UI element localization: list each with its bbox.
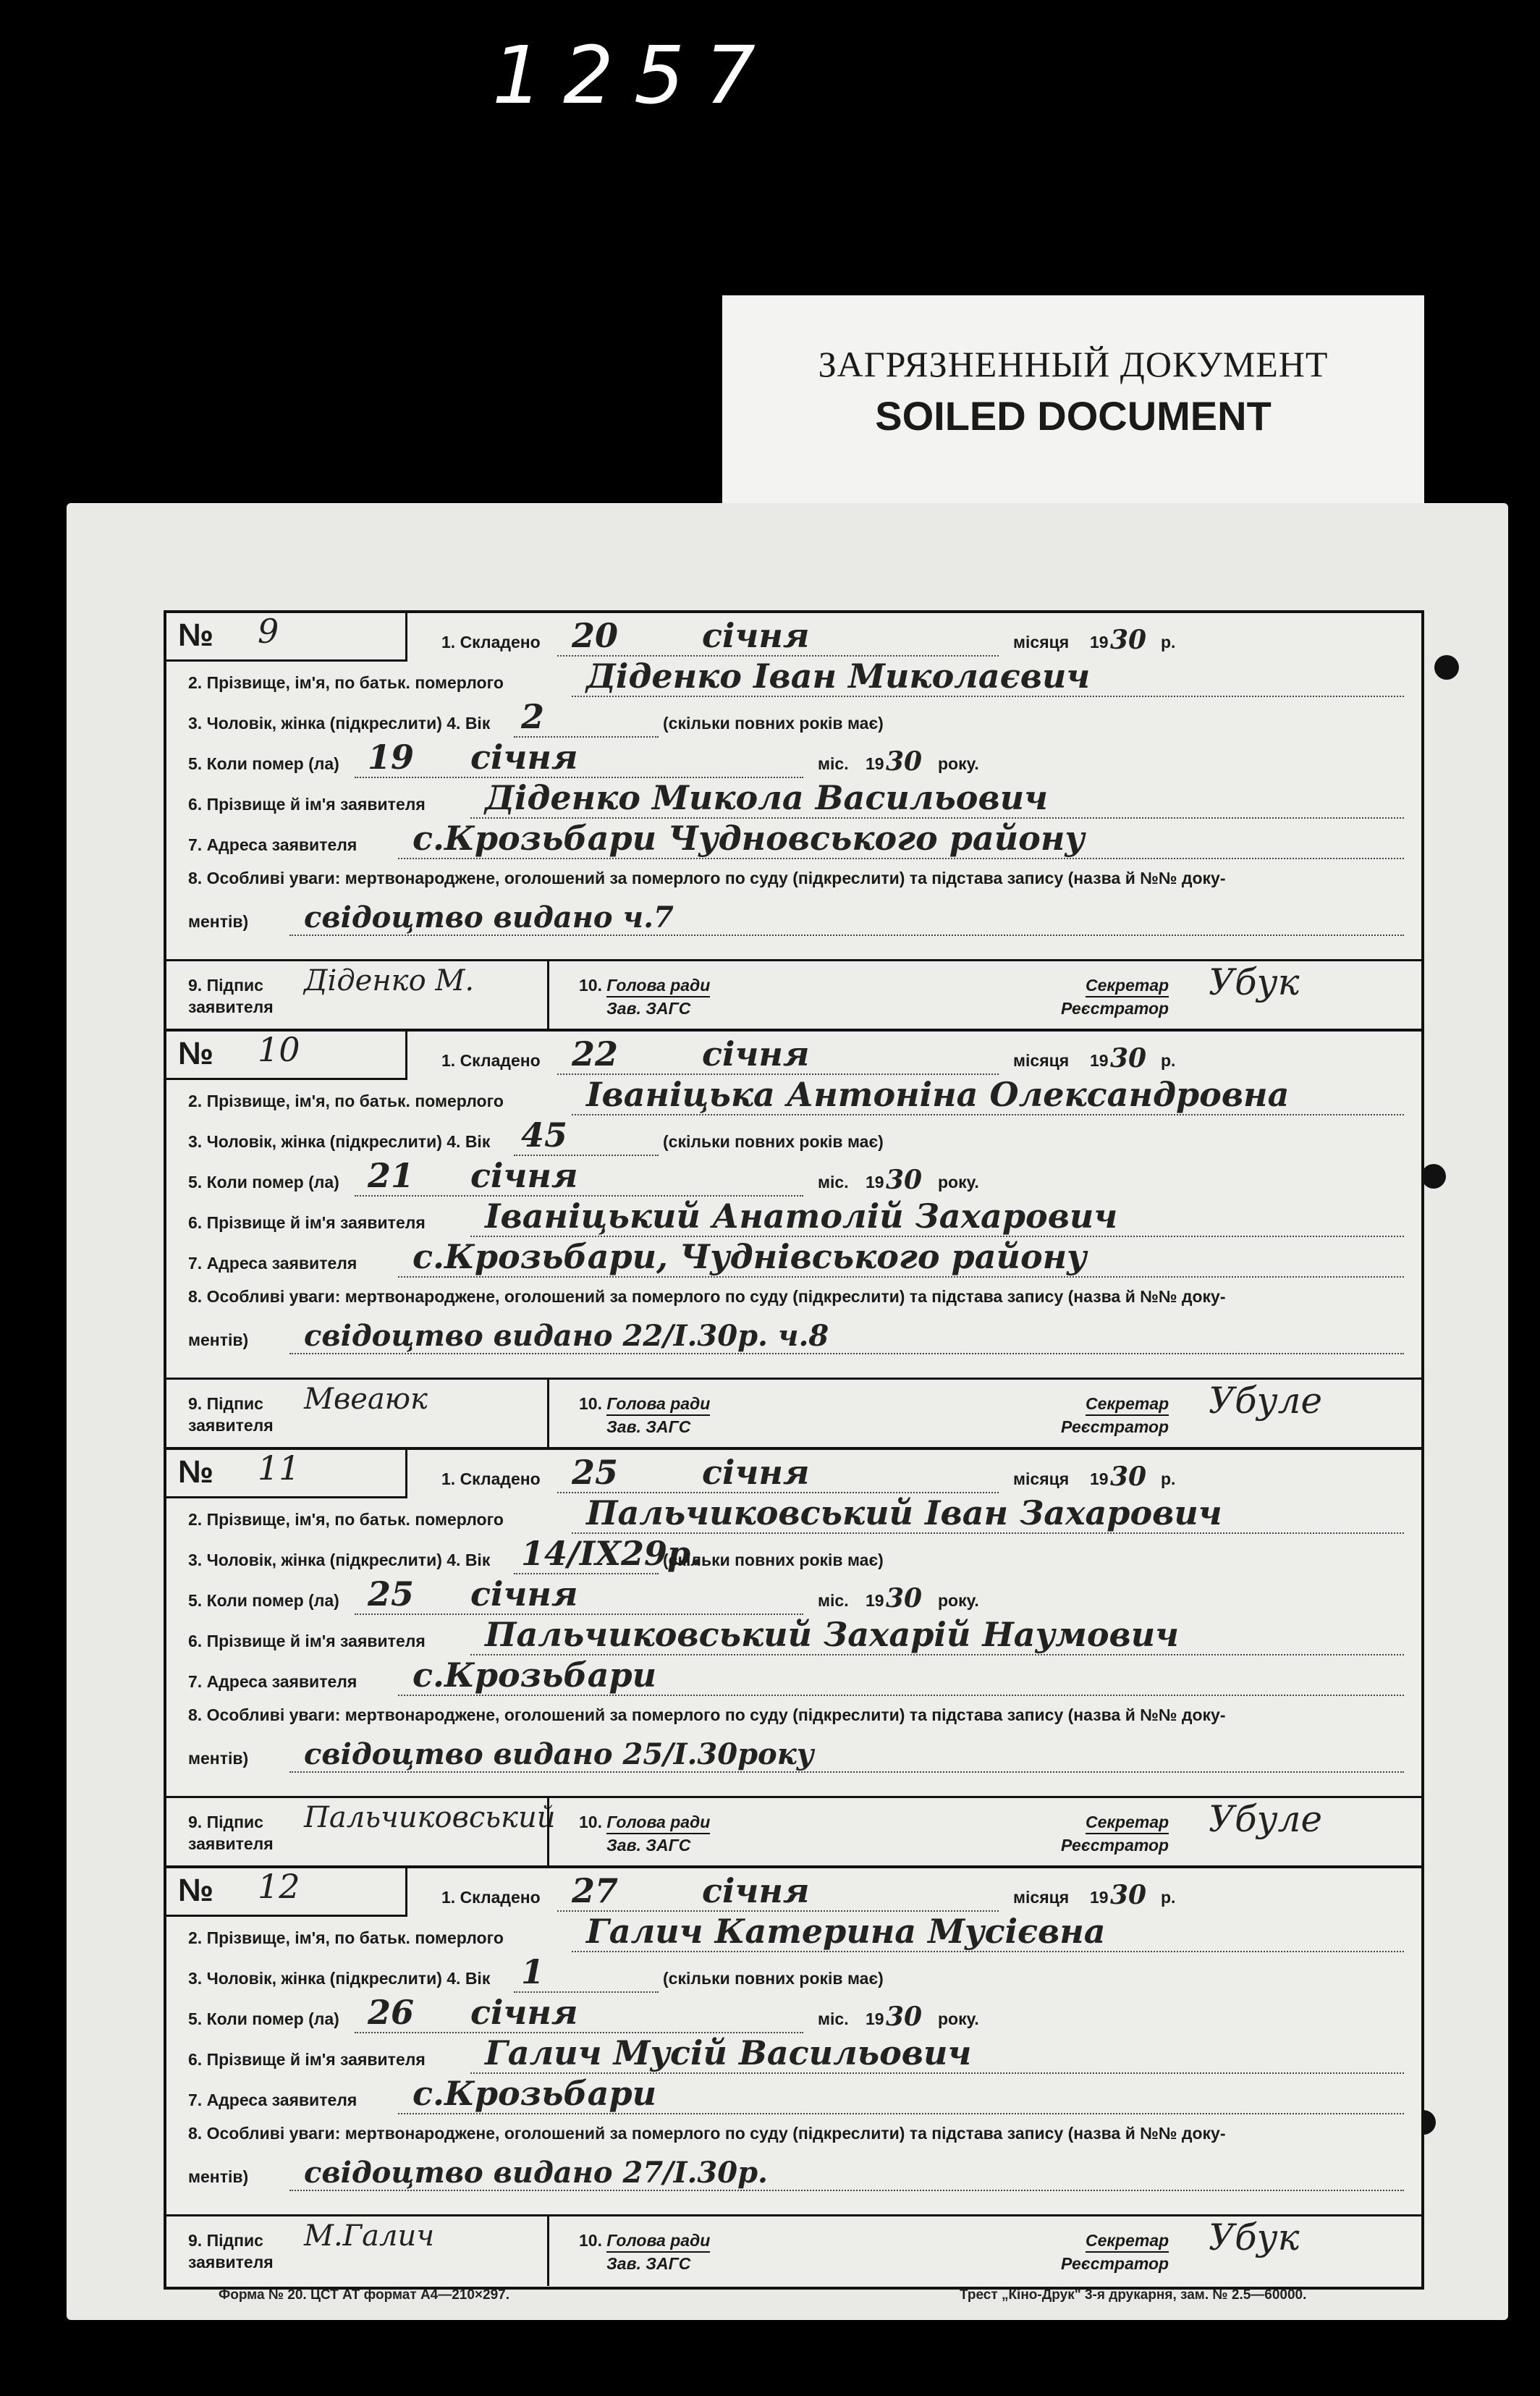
label-applicant-short: заявителя — [188, 1416, 274, 1435]
death-record — [166, 1450, 1421, 1868]
row-death-date — [166, 1156, 1421, 1197]
label-compiled: 1. Складено — [441, 633, 541, 651]
row-death-date — [166, 1574, 1421, 1615]
signature-row — [166, 1796, 1421, 1868]
label-deceased-name: 2. Прізвище, ім'я, по батьк. померлого — [188, 1928, 504, 1947]
row-notes-label — [166, 2114, 1421, 2148]
label-notes-cont: ментів) — [188, 1749, 249, 1768]
underline — [289, 1771, 1404, 1773]
label-month: місяця — [1013, 1888, 1070, 1907]
secretary-signature: Убуле — [1209, 1380, 1323, 1422]
row-deceased-name — [166, 1075, 1421, 1115]
form-footer-left: Форма № 20. ЦСТ АТ формат А4—210×297. — [219, 2287, 510, 2303]
death-year: 30 — [886, 746, 923, 777]
age-value: 14/ІХ29р. — [521, 1534, 703, 1573]
row-compiled — [166, 1450, 1421, 1493]
compiled-day: 25 — [572, 1453, 619, 1492]
age-value: 45 — [521, 1115, 568, 1155]
row-death-date — [166, 738, 1421, 778]
label-age-suffix: (скільки повних років має) — [663, 1132, 884, 1151]
label-signature: 9. Підпис — [188, 1813, 263, 1831]
death-month: січня — [470, 1156, 578, 1195]
death-record — [166, 1868, 1421, 2284]
label-head: Голова ради — [606, 1393, 710, 1416]
secretary-signature: Убуле — [1209, 1798, 1323, 1840]
applicant-signature-label — [188, 2230, 274, 2273]
label-signature: 9. Підпис — [188, 2231, 263, 2250]
row-compiled — [166, 613, 1421, 657]
death-record — [166, 613, 1421, 1032]
death-register-form — [164, 610, 1424, 2290]
label-zags: Зав. ЗАГС — [606, 1417, 691, 1436]
compiled-year: 30 — [1110, 625, 1147, 655]
label-age-suffix: (скільки повних років має) — [663, 1969, 884, 1988]
compiled-year: 30 — [1110, 1043, 1147, 1073]
label-applicant-short: заявителя — [188, 2253, 274, 2271]
death-year-prefix: 19 — [866, 1591, 884, 1610]
label-10: 10. — [579, 1813, 602, 1831]
applicant-signature-label — [188, 974, 274, 1018]
label-year-suffix: р. — [1161, 1051, 1176, 1070]
label-notes: 8. Особливі уваги: мертвонароджене, оголошений за померлого по суду (підкреслити) та підстава запису (назва й №№ доку- — [188, 1705, 1226, 1724]
label-death-date: 5. Коли помер (ла) — [188, 1591, 339, 1610]
label-notes-cont: ментів) — [188, 912, 249, 931]
secretary-block — [1061, 1393, 1169, 1438]
label-applicant: 6. Прізвище й ім'я заявителя — [188, 1213, 426, 1232]
label-age-suffix: (скільки повних років має) — [663, 1551, 884, 1569]
number-sign: № — [178, 1036, 214, 1071]
secretary-block — [1061, 1811, 1169, 1856]
label-mis: міс. — [818, 754, 849, 773]
applicant-signature-label — [188, 1811, 274, 1855]
row-compiled — [166, 1868, 1421, 1912]
label-applicant-short: заявителя — [188, 997, 274, 1016]
label-sex-age: 3. Чоловік, жінка (підкреслити) 4. Вік — [188, 1969, 491, 1988]
death-record — [166, 1032, 1421, 1450]
row-notes-label — [166, 859, 1421, 893]
row-applicant — [166, 2033, 1421, 2074]
notes-value: свідоцтво видано 25/І.30року — [304, 1737, 814, 1771]
applicant-name: Діденко Микола Васильович — [485, 778, 1049, 817]
head-block — [579, 1393, 710, 1438]
label-registrar: Реєстратор — [1061, 2254, 1169, 2273]
label-head: Голова ради — [606, 1811, 710, 1834]
label-10: 10. — [579, 1394, 602, 1413]
death-month: січня — [470, 738, 578, 777]
label-compiled: 1. Складено — [441, 1888, 541, 1907]
row-deceased-name — [166, 657, 1421, 697]
number-sign: № — [178, 1454, 214, 1490]
secretary-block — [1061, 2230, 1169, 2274]
row-notes — [166, 2148, 1421, 2191]
label-notes: 8. Особливі уваги: мертвонароджене, оголошений за померлого по суду (підкреслити) та підстава запису (назва й №№ доку- — [188, 869, 1226, 887]
label-registrar: Реєстратор — [1061, 1836, 1169, 1855]
label-secretary: Секретар — [1086, 2230, 1169, 2253]
label-head: Голова ради — [606, 974, 710, 997]
deceased-name: Іваніцька Антоніна Олександровна — [586, 1075, 1290, 1114]
label-roku: року. — [938, 1591, 979, 1610]
punch-hole-icon — [1434, 655, 1459, 680]
row-applicant — [166, 778, 1421, 819]
column-divider — [547, 2216, 549, 2286]
label-applicant: 6. Прізвище й ім'я заявителя — [188, 795, 426, 814]
secretary-signature: Убук — [1209, 961, 1300, 1003]
deceased-name: Галич Катерина Мусієвна — [586, 1912, 1106, 1951]
label-roku: року. — [938, 754, 979, 773]
applicant-signature: М.Галич — [304, 2219, 435, 2253]
deceased-name: Діденко Іван Миколаєвич — [586, 657, 1091, 696]
label-deceased-name: 2. Прізвище, ім'я, по батьк. померлого — [188, 673, 504, 692]
signature-row — [166, 959, 1421, 1031]
notes-value: свідоцтво видано ч.7 — [304, 900, 674, 935]
row-address — [166, 1655, 1421, 1696]
death-year-prefix: 19 — [866, 1173, 884, 1191]
punch-hole-icon — [1421, 1164, 1446, 1189]
age-value: 1 — [521, 1952, 545, 1991]
label-address: 7. Адреса заявителя — [188, 1672, 358, 1691]
soiled-document-label — [722, 295, 1424, 505]
applicant-signature: Діденко М. — [304, 964, 475, 997]
row-sex-age — [166, 1115, 1421, 1156]
label-secretary: Секретар — [1086, 1393, 1169, 1416]
death-month: січня — [470, 1574, 578, 1613]
applicant-address: с.Крозьбари, Чуднівського району — [412, 1237, 1087, 1276]
label-roku: року. — [938, 1173, 979, 1191]
row-death-date — [166, 1993, 1421, 2033]
label-signature: 9. Підпис — [188, 1394, 263, 1413]
applicant-address: с.Крозьбари — [412, 1655, 657, 1695]
column-divider — [547, 1380, 549, 1449]
compiled-month: січня — [702, 1871, 810, 1910]
label-year-suffix: р. — [1161, 1469, 1176, 1488]
compiled-year: 30 — [1110, 1880, 1147, 1910]
deceased-name: Пальчиковський Іван Захарович — [586, 1493, 1222, 1532]
label-notes: 8. Особливі уваги: мертвонароджене, оголошений за померлого по суду (підкреслити) та підстава запису (назва й №№ доку- — [188, 1287, 1226, 1306]
label-10: 10. — [579, 976, 602, 995]
underline — [289, 1353, 1404, 1354]
label-registrar: Реєстратор — [1061, 999, 1169, 1018]
row-sex-age — [166, 1952, 1421, 1993]
death-year-prefix: 19 — [866, 2009, 884, 2028]
applicant-address: с.Крозьбари Чудновського району — [412, 819, 1085, 858]
label-head: Голова ради — [606, 2230, 710, 2253]
label-applicant: 6. Прізвище й ім'я заявителя — [188, 1632, 426, 1650]
applicant-signature-label — [188, 1393, 274, 1436]
row-notes — [166, 893, 1421, 936]
row-notes-label — [166, 1696, 1421, 1729]
row-applicant — [166, 1615, 1421, 1655]
notes-value: свідоцтво видано 27/І.30р. — [304, 2156, 768, 2190]
label-compiled: 1. Складено — [441, 1469, 541, 1488]
secretary-signature: Убук — [1209, 2216, 1300, 2258]
row-deceased-name — [166, 1493, 1421, 1534]
compiled-month: січня — [702, 1034, 810, 1073]
label-year-suffix: р. — [1161, 1888, 1176, 1907]
label-english: SOILED DOCUMENT — [875, 393, 1272, 439]
age-value: 2 — [521, 697, 545, 736]
label-year-suffix: р. — [1161, 633, 1176, 651]
label-registrar: Реєстратор — [1061, 1417, 1169, 1436]
underline — [289, 2190, 1404, 2191]
year-prefix: 19 — [1090, 1051, 1109, 1070]
underline — [289, 935, 1404, 936]
death-day: 26 — [368, 1993, 415, 2032]
form-footer-right: Трест „Кіно-Друк" 3-я друкарня, зам. № 2.5—60000. — [960, 2287, 1307, 2303]
label-address: 7. Адреса заявителя — [188, 2091, 358, 2109]
label-mis: міс. — [818, 1173, 849, 1191]
signature-row — [166, 2214, 1421, 2286]
death-year-prefix: 19 — [866, 754, 884, 773]
label-month: місяця — [1013, 633, 1070, 651]
row-applicant — [166, 1197, 1421, 1237]
compiled-year: 30 — [1110, 1461, 1147, 1492]
applicant-name: Пальчиковський Захарій Наумович — [485, 1615, 1180, 1654]
row-compiled — [166, 1032, 1421, 1075]
death-year: 30 — [886, 1583, 923, 1613]
number-sign: № — [178, 617, 214, 653]
label-address: 7. Адреса заявителя — [188, 1254, 358, 1273]
label-applicant-short: заявителя — [188, 1834, 274, 1853]
notes-value: свідоцтво видано 22/І.30р. ч.8 — [304, 1319, 829, 1353]
label-zags: Зав. ЗАГС — [606, 999, 691, 1018]
row-sex-age — [166, 697, 1421, 738]
row-deceased-name — [166, 1912, 1421, 1952]
record-number: 12 — [258, 1867, 300, 1906]
death-year: 30 — [886, 2001, 923, 2032]
column-divider — [547, 1798, 549, 1868]
label-mis: міс. — [818, 2009, 849, 2028]
compiled-day: 27 — [572, 1871, 619, 1910]
compiled-month: січня — [702, 616, 810, 655]
row-notes — [166, 1311, 1421, 1354]
compiled-day: 20 — [572, 616, 619, 655]
label-secretary: Секретар — [1086, 1811, 1169, 1834]
row-address — [166, 2074, 1421, 2114]
label-notes: 8. Особливі уваги: мертвонароджене, оголошений за померлого по суду (підкреслити) та підстава запису (назва й №№ доку- — [188, 2124, 1226, 2143]
head-block — [579, 1811, 710, 1856]
label-deceased-name: 2. Прізвище, ім'я, по батьк. померлого — [188, 1092, 504, 1110]
label-secretary: Секретар — [1086, 974, 1169, 997]
year-prefix: 19 — [1090, 1469, 1109, 1488]
applicant-address: с.Крозьбари — [412, 2074, 657, 2113]
applicant-name: Галич Мусій Васильович — [485, 2033, 972, 2072]
head-block — [579, 2230, 710, 2274]
label-10: 10. — [579, 2231, 602, 2250]
label-address: 7. Адреса заявителя — [188, 835, 358, 854]
compiled-day: 22 — [572, 1034, 619, 1073]
label-zags: Зав. ЗАГС — [606, 2254, 691, 2273]
death-day: 19 — [368, 738, 415, 777]
label-death-date: 5. Коли помер (ла) — [188, 754, 339, 773]
label-month: місяця — [1013, 1469, 1070, 1488]
head-block — [579, 974, 710, 1019]
label-mis: міс. — [818, 1591, 849, 1610]
label-death-date: 5. Коли помер (ла) — [188, 1173, 339, 1191]
death-day: 25 — [368, 1574, 415, 1613]
label-applicant: 6. Прізвище й ім'я заявителя — [188, 2050, 426, 2069]
applicant-signature: Мвеаюк — [304, 1383, 428, 1416]
label-russian: ЗАГРЯЗНЕННЫЙ ДОКУМЕНТ — [818, 344, 1329, 384]
label-month: місяця — [1013, 1051, 1070, 1070]
label-notes-cont: ментів) — [188, 1330, 249, 1349]
label-sex-age: 3. Чоловік, жінка (підкреслити) 4. Вік — [188, 1551, 491, 1569]
row-sex-age — [166, 1534, 1421, 1574]
year-prefix: 19 — [1090, 633, 1109, 651]
label-sex-age: 3. Чоловік, жінка (підкреслити) 4. Вік — [188, 714, 491, 733]
record-number: 10 — [258, 1030, 300, 1069]
record-number: 9 — [258, 612, 279, 651]
label-deceased-name: 2. Прізвище, ім'я, по батьк. померлого — [188, 1510, 504, 1529]
year-prefix: 19 — [1090, 1888, 1109, 1907]
compiled-month: січня — [702, 1453, 810, 1492]
record-number: 11 — [258, 1448, 300, 1488]
row-address — [166, 819, 1421, 859]
death-year: 30 — [886, 1165, 923, 1195]
label-notes-cont: ментів) — [188, 2167, 249, 2186]
row-address — [166, 1237, 1421, 1278]
label-zags: Зав. ЗАГС — [606, 1836, 691, 1855]
applicant-name: Іваніцький Анатолій Захарович — [485, 1197, 1118, 1236]
label-roku: року. — [938, 2009, 979, 2028]
death-month: січня — [470, 1993, 578, 2032]
row-notes — [166, 1729, 1421, 1773]
label-compiled: 1. Складено — [441, 1051, 541, 1070]
label-signature: 9. Підпис — [188, 976, 263, 995]
secretary-block — [1061, 974, 1169, 1019]
death-day: 21 — [368, 1156, 415, 1195]
label-sex-age: 3. Чоловік, жінка (підкреслити) 4. Вік — [188, 1132, 491, 1151]
label-age-suffix: (скільки повних років має) — [663, 714, 884, 733]
applicant-signature: Пальчиковський — [304, 1801, 556, 1834]
label-death-date: 5. Коли помер (ла) — [188, 2009, 339, 2028]
row-notes-label — [166, 1278, 1421, 1311]
number-sign: № — [178, 1873, 214, 1908]
column-divider — [547, 961, 549, 1031]
signature-row — [166, 1378, 1421, 1449]
folio-number: 1257 — [492, 29, 776, 122]
